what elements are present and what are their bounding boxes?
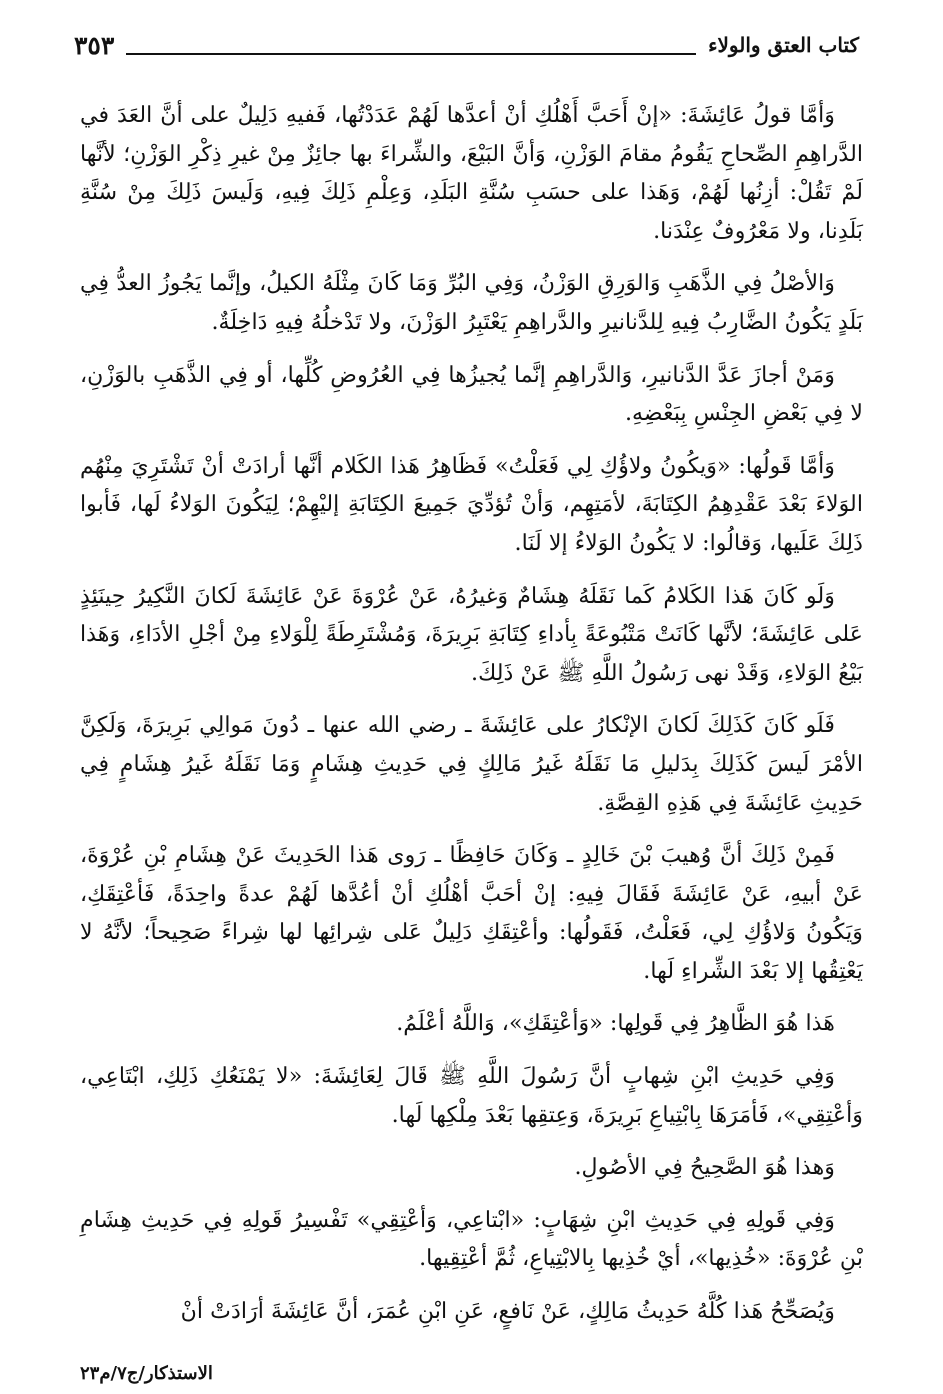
paragraph: وَهذا هُوَ الصَّحِيحُ فِي الأصُولِ. xyxy=(574,1154,835,1181)
chapter-title: كتاب العتق والولاء xyxy=(708,33,859,57)
header-rule xyxy=(126,53,696,55)
footer-signature: الاستذكار/ج٧/م٢٣ xyxy=(80,1363,213,1384)
page-header xyxy=(74,28,859,62)
body-text xyxy=(80,96,863,1345)
paragraph: وَمَنْ أجازَ عَدَّ الدَّنانيرِ، وَالدَّراهِمِ إنَّما يُجيزُها فِي العُرُوضِ كُلِّها، أو فِي الذَّهَبِ بالوَزْنِ، لا فِي بَعْضِ الجِنْسِ بِبَعْضِهِ. xyxy=(80,361,863,427)
paragraph: فَلَو كَانَ كَذَلِكَ لَكانَ الإنْكارُ على عَائِشَةَ ـ رضي الله عنها ـ دُونَ مَوالِي بَرِيرَةَ، وَلَكِنَّ الأمْرَ لَيسَ كَذَلِكَ بِدَليلِ مَا نَقَلَهُ غَيرُ مَالِكٍ فِي حَدِيثِ هِشَامٍ وَمَا نَقَلَهُ غَيرُ هِشَامٍ فِي حَدِيثِ عَائِشَةَ فِي هَذِهِ القِصَّةِ. xyxy=(80,712,863,816)
paragraph: وَفِي قَولِهِ فِي حَدِيثِ ابْنِ شِهَابٍ: «ابْتاعِي، وَأعْتِقِي» تَفْسِيرُ قَولِهِ فِي حَدِيثِ هِشَامِ بْنِ عُرْوَةَ: «خُذِيها»، أيْ خُذِيها بِالابْتِياعِ، ثُمَّ أعْتِقِيها. xyxy=(80,1206,863,1272)
paragraph: وَأمَّا قولُ عَائِشَةَ: «إنْ أَحَبَّ أَهْلُكِ أنْ أعدَّها لَهُمْ عَدَدْتُها، فَفيهِ دَلِيلٌ على أنَّ العَدَ في الدَّراهِمِ الصِّحاحِ يَقُومُ مقامَ الوَزْنِ، وَأنَّ البَيْعَ، والشِّراءَ بها جائِزٌ مِنْ غيرِ ذِكْرِ الوَزْنِ؛ لأنَّها لَمْ تَقُلْ: أزِنُها لَهُمْ، وَهَذا على حسَبِ سُنَّةِ البَلَدِ، وَعِلْمِ ذَلِكَ فِيهِ، وَلَيسَ ذَلِكَ مِنْ سُنَّةِ بَلَدِنا، ولا مَعْرُوفٌ عِنْدَنا. xyxy=(80,102,863,244)
paragraph: وَأمَّا قَولُها: «وَيكُونُ ولاؤُكِ لِي فَعَلْتُ» فَظَاهِرُ هَذا الكَلام أنَّها أرادَتْ أنْ تَشْتَرِيَ مِنْهُم الوَلاءَ بَعْدَ عَقْدِهِمُ الكِتَابَةَ، لأمَتِهِم، وَأنْ تُؤدِّيَ جَمِيعَ الكِتَابَةِ إليْهِمْ؛ لِيَكُونَ الوَلاءُ لَها، فَأبوا ذَلِكَ عَلَيها، وَقالُوا: لا يَكُونُ الوَلاءُ إلا لَنَا. xyxy=(80,452,863,556)
page-number: ٣٥٣ xyxy=(74,30,115,60)
paragraph: وَيُصَحِّحُ هَذا كُلَّهُ حَدِيثُ مَالِكٍ، عَنْ نَافعٍ، عَنِ ابْنِ عُمَرَ، أنَّ عَائِشَةَ أرَادَتْ أنْ xyxy=(180,1298,835,1325)
paragraph: وَلَو كَانَ هَذا الكَلامُ كَما نَقَلَهُ هِشَامٌ وَغيرُهُ، عَنْ عُرْوَةَ عَنْ عَائِشَةَ لَكانَ النَّكِيرُ حِينَئِذٍ عَلى عَائِشَةَ؛ لأنَّها كَانَتْ مَتْبُوعَةً بِأداءِ كِتَابَةِ بَرِيرَةَ، وَمُشْتَرِطَةً لِلْوَلاءِ مِنْ أجْلِ الأدَاءِ، وَهَذا بَيْعُ الوَلاءِ، وَقَدْ نهى رَسُولُ اللَّهِ ﷺ عَنْ ذَلِكَ. xyxy=(80,582,863,686)
paragraph: وَفِي حَدِيثِ ابْنِ شِهابٍ أنَّ رَسُولَ اللَّهِ ﷺ قَالَ لِعَائِشَةَ: «لا يَمْنَعُكِ ذَلِكِ، ابْتَاعِي، وَأعْتِقِي»، فَأمَرَهَا بِابْتِياعِ بَرِيرَةَ، وَعِتقِها بَعْدَ مِلْكِها لَها. xyxy=(80,1063,863,1128)
paragraph: فَمِنْ ذَلِكَ أنَّ وُهيبَ بْنَ خَالِدٍ ـ وَكَانَ حَافِظًا ـ رَوى هَذا الحَدِيثَ عَنْ هِشَامِ بْنِ عُرْوَةَ، عَنْ أبيهِ، عَنْ عَائِشَةَ فَقَالَ فِيهِ: إنْ أحَبَّ أهْلُكِ أنْ أعُدَّها لَهُمْ عدةً واحِدَةً، فَأعْتِقَكِ، وَيَكُونُ وَلاؤُكِ لِي، فَعَلْتُ، فَقَولُها: وأعْتِقَكِ دَلِيلٌ عَلى شِرائِها لها شِراءً صَحِيحاً؛ لأنَّهُ لا يَعْتِقُها إلا بَعْدَ الشِّراءِ لَها. xyxy=(80,842,863,984)
paragraph: هَذا هُوَ الظَّاهِرُ فِي قَولِها: «وَأعْتِقَكِ»، وَاللَّهُ أعْلَمُ. xyxy=(396,1010,835,1037)
paragraph: وَالأصْلُ فِي الذَّهَبِ وَالوَرِقِ الوَزْنُ، وَفِي البُرِّ وَمَا كَانَ مِثْلَهُ الكيلُ، وإنَّما يَجُوزُ العدُّ فِي بَلَدٍ يَكُونُ الضَّارِبُ فِيهِ لِلدَّنانيرِ والدَّراهِمِ يَعْتَبِرُ الوَزْنَ، ولا تَدْخلُهُ فِيهِ دَاخِلَةٌ. xyxy=(80,270,863,335)
